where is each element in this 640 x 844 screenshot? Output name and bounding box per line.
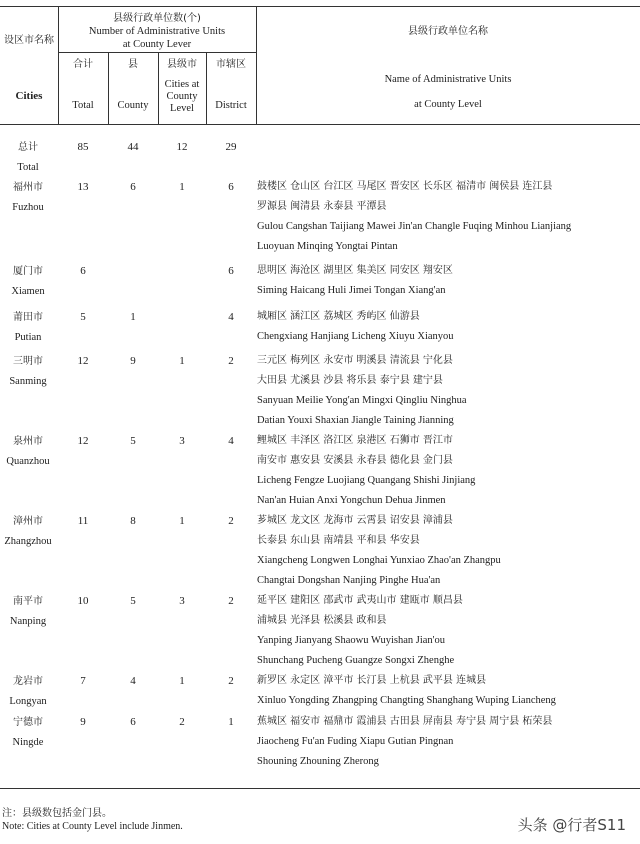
- cell-cities: 1: [179, 675, 185, 687]
- col-total-en: Total: [72, 100, 94, 111]
- col-district-zh: 市辖区: [216, 59, 246, 70]
- cell-county: 5: [130, 435, 136, 447]
- unit-names-zh-line: 芗城区 龙文区 龙海市 云霄县 诏安县 漳浦县: [257, 515, 453, 526]
- unit-names: [257, 712, 637, 772]
- city-name-zh: 漳州市: [13, 516, 43, 527]
- cell-county: 6: [130, 181, 136, 193]
- col-county-en: County: [117, 100, 149, 111]
- cell-county: 8: [130, 515, 136, 527]
- unit-names-en-line: Shunchang Pucheng Guangze Songxi Zhenghe: [257, 655, 455, 666]
- cell-cities: 2: [179, 716, 185, 728]
- unit-names-zh-line: 三元区 梅列区 永安市 明溪县 清流县 宁化县: [257, 355, 453, 366]
- unit-names-en-line: Xiangcheng Longwen Longhai Yunxiao Zhao'an Zhangpu: [257, 555, 501, 566]
- unit-names-en-line: Siming Haicang Huli Jimei Tongan Xiang'an: [257, 285, 446, 296]
- unit-names-zh-line: 浦城县 光泽县 松溪县 政和县: [257, 615, 387, 626]
- city-name-en: Total: [17, 162, 39, 173]
- unit-names: [257, 351, 637, 431]
- unit-names: [257, 511, 637, 591]
- col-names-en1: Name of Administrative Units: [384, 74, 512, 85]
- city-name-zh: 厦门市: [13, 266, 43, 277]
- cell-district: 2: [228, 515, 234, 527]
- col-total-zh: 合计: [73, 59, 93, 70]
- unit-names: [257, 431, 637, 511]
- header-mid-rule: [58, 52, 256, 53]
- col-cities-zh: 县级市: [167, 59, 197, 70]
- city-name-zh: 泉州市: [13, 436, 43, 447]
- unit-names-en-line: Yanping Jianyang Shaowu Wuyishan Jian'ou: [257, 635, 446, 646]
- city-name-zh: 三明市: [13, 356, 43, 367]
- city-name-en: Longyan: [9, 696, 47, 707]
- city-name-zh: 福州市: [13, 182, 43, 193]
- city-name-en: Ningde: [12, 737, 44, 748]
- cell-county: 5: [130, 595, 136, 607]
- cell-total: 7: [80, 675, 86, 687]
- city-name-en: Xiamen: [11, 286, 45, 297]
- watermark: 头条 @行者S11: [517, 816, 626, 834]
- cell-cities: 3: [179, 435, 185, 447]
- unit-names-en-line: Chengxiang Hanjiang Licheng Xiuyu Xianyou: [257, 331, 454, 342]
- cell-total: 10: [77, 595, 89, 607]
- footnote-en: Note: Cities at County Level include Jinmen.: [2, 821, 183, 832]
- unit-names-zh-line: 延平区 建阳区 邵武市 武夷山市 建瓯市 顺昌县: [257, 595, 463, 606]
- unit-names-zh-line: 新罗区 永定区 漳平市 长汀县 上杭县 武平县 连城县: [257, 675, 487, 686]
- cell-district: 1: [228, 716, 234, 728]
- col-units-en1: Number of Administrative Units: [88, 26, 226, 37]
- cell-cities: 1: [179, 355, 185, 367]
- table-top-rule: [0, 6, 640, 7]
- unit-names: [257, 591, 637, 671]
- cell-total: 6: [80, 265, 86, 277]
- unit-names: [257, 177, 637, 257]
- city-name-zh: 龙岩市: [13, 676, 43, 687]
- col-units-en2: at County Lever: [122, 39, 192, 50]
- cell-county: 1: [130, 311, 136, 323]
- city-name-en: Fuzhou: [12, 202, 44, 213]
- unit-names-zh-line: 南安市 惠安县 安溪县 永春县 德化县 金门县: [257, 455, 453, 466]
- cell-total: 12: [77, 355, 89, 367]
- col-units-zh: 县级行政单位数(个): [113, 13, 201, 24]
- cell-total: 9: [80, 716, 86, 728]
- unit-names-zh-line: 蕉城区 福安市 福鼎市 霞浦县 古田县 屏南县 寿宁县 周宁县 柘荣县: [257, 716, 553, 727]
- city-name-en: Sanming: [9, 376, 47, 387]
- cell-district: 2: [228, 595, 234, 607]
- city-name-zh: 宁德市: [13, 717, 43, 728]
- unit-names-en-line: Changtai Dongshan Nanjing Pinghe Hua'an: [257, 575, 441, 586]
- col-city-zh: 设区市名称: [4, 35, 54, 46]
- unit-names-zh-line: 大田县 尤溪县 沙县 将乐县 泰宁县 建宁县: [257, 375, 443, 386]
- cell-district: 2: [228, 675, 234, 687]
- unit-names-zh-line: 城厢区 涵江区 荔城区 秀屿区 仙游县: [257, 311, 420, 322]
- cell-total: 13: [77, 181, 89, 193]
- unit-names-en-line: Datian Youxi Shaxian Jiangle Taining Jianning: [257, 415, 454, 426]
- unit-names-en-line: Luoyuan Minqing Yongtai Pintan: [257, 241, 398, 252]
- cell-county: 6: [130, 716, 136, 728]
- col-cities-en2: County: [166, 91, 198, 102]
- cell-total: 11: [77, 515, 89, 527]
- unit-names-zh-line: 长泰县 东山县 南靖县 平和县 华安县: [257, 535, 420, 546]
- unit-names-en-line: Jiaocheng Fu'an Fuding Xiapu Gutian Pingnan: [257, 736, 454, 747]
- cell-district: 6: [228, 265, 234, 277]
- cell-district: 4: [228, 435, 234, 447]
- col-city-en: Cities: [15, 90, 43, 102]
- cell-total: 12: [77, 435, 89, 447]
- unit-names-en-line: Sanyuan Meilie Yong'an Mingxi Qingliu Ninghua: [257, 395, 467, 406]
- unit-names-zh-line: 罗源县 闽清县 永泰县 平潭县: [257, 201, 387, 212]
- city-name-en: Putian: [14, 332, 42, 343]
- cell-cities: 3: [179, 595, 185, 607]
- col-cities-en3: Level: [170, 103, 194, 114]
- cell-district: 29: [225, 141, 237, 153]
- cell-county: 9: [130, 355, 136, 367]
- city-name-en: Quanzhou: [6, 456, 50, 467]
- col-cities-en1: Cities at: [164, 79, 200, 90]
- unit-names-en-line: Licheng Fengze Luojiang Quangang Shishi Jinjiang: [257, 475, 476, 486]
- city-name-zh: 莆田市: [13, 312, 43, 323]
- unit-names-en-line: Gulou Cangshan Taijiang Mawei Jin'an Changle Fuqing Minhou Lianjiang: [257, 221, 572, 232]
- unit-names-zh-line: 鲤城区 丰泽区 洛江区 泉港区 石狮市 晋江市: [257, 435, 453, 446]
- city-name-zh: 总计: [18, 142, 38, 153]
- cell-total: 85: [77, 141, 89, 153]
- cell-cities: 12: [176, 141, 188, 153]
- cell-county: 44: [127, 141, 139, 153]
- unit-names-zh-line: 思明区 海沧区 湖里区 集美区 同安区 翔安区: [257, 265, 453, 276]
- cell-county: 4: [130, 675, 136, 687]
- city-name-zh: 南平市: [13, 596, 43, 607]
- unit-names-en-line: Shouning Zhouning Zherong: [257, 756, 379, 767]
- cell-district: 2: [228, 355, 234, 367]
- cell-district: 6: [228, 181, 234, 193]
- col-county-zh: 县: [128, 59, 138, 70]
- footnote-zh: 注：县级数包括金门县。: [2, 808, 112, 819]
- header-bottom-rule: [0, 124, 640, 125]
- unit-names: [257, 671, 637, 711]
- cell-district: 4: [228, 311, 234, 323]
- unit-names: [257, 307, 637, 347]
- col-district-en: District: [215, 100, 247, 111]
- unit-names-zh-line: 鼓楼区 仓山区 台江区 马尾区 晋安区 长乐区 福清市 闽侯县 连江县: [257, 181, 553, 192]
- city-name-en: Nanping: [9, 616, 47, 627]
- unit-names-en-line: Nan'an Huian Anxi Yongchun Dehua Jinmen: [257, 495, 446, 506]
- cell-total: 5: [80, 311, 86, 323]
- cell-cities: 1: [179, 515, 185, 527]
- cell-cities: 1: [179, 181, 185, 193]
- unit-names-en-line: Xinluo Yongding Zhangping Changting Shanghang Wuping Liancheng: [257, 695, 556, 706]
- table-bottom-rule: [0, 788, 640, 789]
- col-names-en2: at County Level: [414, 99, 482, 110]
- unit-names: [257, 261, 637, 301]
- col-names-zh: 县级行政单位名称: [408, 26, 488, 37]
- city-name-en: Zhangzhou: [4, 536, 52, 547]
